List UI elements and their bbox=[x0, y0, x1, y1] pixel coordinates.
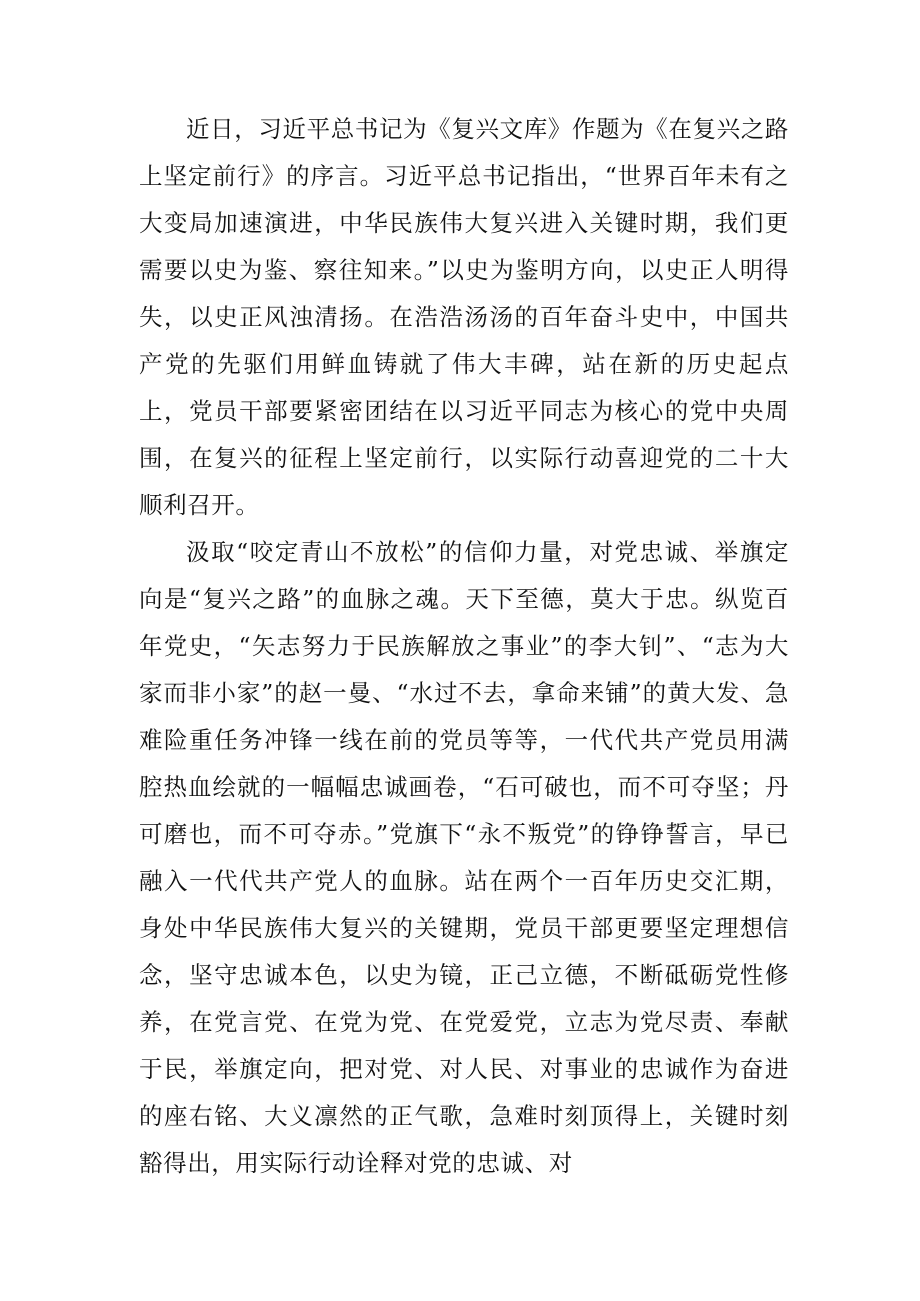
paragraph-1: 近日，习近平总书记为《复兴文库》作题为《在复兴之路上坚定前行》的序言。习近平总书记指出，“世界百年未有之大变局加速演进，中华民族伟大复兴进入关键时期，我们更需要以史为鉴、察往知来。”以史为鉴明方向，以史正人明得失，以史正风浊清扬。在浩浩汤汤的百年奋斗史中，中国共产党的先驱们用鲜血铸就了伟大丰碑，站在新的历史起点上，党员干部要紧密团结在以习近平同志为核心的党中央周围，在复兴的征程上坚定前行，以实际行动喜迎党的二十大顺利召开。 bbox=[139, 115, 789, 519]
document-body bbox=[139, 106, 789, 1187]
paragraph-2: 汲取“咬定青山不放松”的信仰力量，对党忠诚、举旗定向是“复兴之路”的血脉之魂。天下至德，莫大于忠。纵览百年党史，“矢志努力于民族解放之事业”的李大钊”、“志为大家而非小家”的赵一曼、“水过不去，拿命来铺”的黄大发、急难险重任务冲锋一线在前的党员等等，一代代共产党员用满腔热血绘就的一幅幅忠诚画卷，“石可破也，而不可夺坚；丹可磨也，而不可夺赤。”党旗下“永不叛党”的铮铮誓言，早已融入一代代共产党人的血脉。站在两个一百年历史交汇期，身处中华民族伟大复兴的关键期，党员干部更要坚定理想信念，坚守忠诚本色，以史为镜，正己立德，不断砥砺党性修养，在党言党、在党为党、在党爱党，立志为党尽责、奉献于民，举旗定向，把对党、对人民、对事业的忠诚作为奋进的座右铭、大义凛然的正气歌，急难时刻顶得上，关键时刻豁得出，用实际行动诠释对党的忠诚、对 bbox=[139, 538, 789, 1177]
